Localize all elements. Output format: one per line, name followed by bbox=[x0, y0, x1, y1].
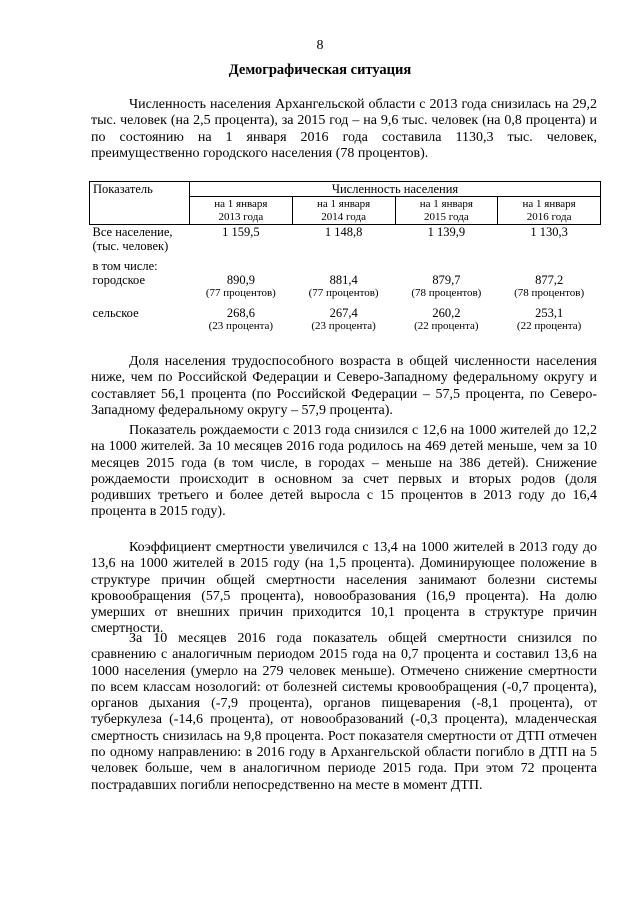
row-label-rural: сельское bbox=[92, 306, 139, 320]
indicator-header: Показатель bbox=[90, 182, 190, 225]
population-group-header: Численность населения bbox=[190, 182, 601, 197]
section-title: Демографическая ситуация bbox=[228, 62, 412, 78]
table-cell: 1 130,3 bbox=[530, 225, 568, 239]
table-row-urban bbox=[90, 259, 601, 300]
paragraph-working-age: Доля населения трудоспособного возраста в общей численности населения ниже, чем по Российской Федерации и Северо-Западному федеральному округу и составляет 56,1 процента (по Российской Федерации – 57,5 процента, по Северо-Западному федеральному округу – 57,9 процента). bbox=[91, 354, 597, 418]
page-number: 8 bbox=[316, 38, 324, 53]
paragraph-mortality-2016: За 10 месяцев 2016 года показатель общей смертности снизился по сравнению с аналогичным периодом 2015 года на 0,7 процента и составил 13,6 на 1000 населения (умерло на 279 человек меньше). Отмечено снижение смертности по всем классам нозологий: от болезней системы кровообращения (-0,7 процента), органов дыхания (-7,9 процента), органов пищеварения (-8,1 процента), от туберкулеза (-14,6 процента), от новообразований (-0,3 процента), младенческая смертность снизилась на 9,8 процента. Рост показателя смертности от ДТП отмечен по одному направлению: в 2016 году в Архангельской области погибло в ДТП на 5 человек больше, чем в аналогичном периоде 2015 года. При этом 72 процента пострадавших погибли непосредственно на месте в момент ДТП. bbox=[91, 631, 597, 793]
table-cell: 260,2 (22 процента) bbox=[414, 306, 479, 332]
table-cell: 1 148,8 bbox=[324, 225, 363, 239]
column-header-2015: на 1 января 2015 года bbox=[395, 197, 498, 225]
row-label-total: Все население, (тыс. человек) bbox=[92, 225, 173, 253]
population-table bbox=[89, 181, 600, 333]
table-row-total bbox=[90, 225, 601, 254]
table-cell: 267,4 (23 процента) bbox=[311, 306, 376, 332]
table-cell: 877,2 (78 процентов) bbox=[514, 273, 585, 299]
row-label-urban: в том числе: городское bbox=[92, 259, 158, 287]
table-row-rural bbox=[90, 306, 601, 333]
table-cell: 890,9 (77 процентов) bbox=[205, 273, 276, 299]
paragraph-population: Численность населения Архангельской области с 2013 года снизилась на 29,2 тыс. человек (на 2,5 процента), за 2015 год – на 9,6 тыс. человек (на 0,8 процента) и по состоянию на 1 января 2016 года составила 1130,3 тыс. человек, преимущественно городского населения (78 процентов). bbox=[91, 97, 597, 161]
paragraph-mortality: Коэффициент смертности увеличился с 13,4 на 1000 жителей в 2013 году до 13,6 на 1000 жителей в 2015 году (на 1,5 процента). Доминирующее положение в структуре причин общей смертности населения занимают болезни системы кровообращения (57,5 процента), новообразования (16,9 процента). На долю умерших от внешних причин приходится 10,1 процента в структуре причин смертности. bbox=[91, 540, 597, 637]
column-header-2016: на 1 января 2016 года bbox=[498, 197, 601, 225]
table-cell: 253,1 (22 процента) bbox=[516, 306, 582, 332]
table-cell: 881,4 (77 процентов) bbox=[308, 273, 379, 299]
table-cell: 1 159,5 bbox=[222, 225, 260, 239]
column-header-2013: на 1 января 2013 года bbox=[190, 197, 293, 225]
table-cell: 268,6 (23 процента) bbox=[208, 306, 274, 332]
table-cell: 1 139,9 bbox=[427, 225, 466, 239]
column-header-2014: на 1 января 2014 года bbox=[292, 197, 395, 225]
paragraph-birth-rate: Показатель рождаемости с 2013 года снизился с 12,6 на 1000 жителей до 12,2 на 1000 жителей. За 10 месяцев 2016 года родилось на 469 детей меньше, чем за 10 месяцев 2015 года (в том числе, в городах – меньше на 386 детей). Снижение рождаемости происходит в основном за счет первых и вторых родов (доля родивших третьего и более детей выросла с 15 процентов в 2013 году до 16,4 процента в 2015 году). bbox=[91, 423, 597, 520]
table-cell: 879,7 (78 процентов) bbox=[411, 273, 482, 299]
